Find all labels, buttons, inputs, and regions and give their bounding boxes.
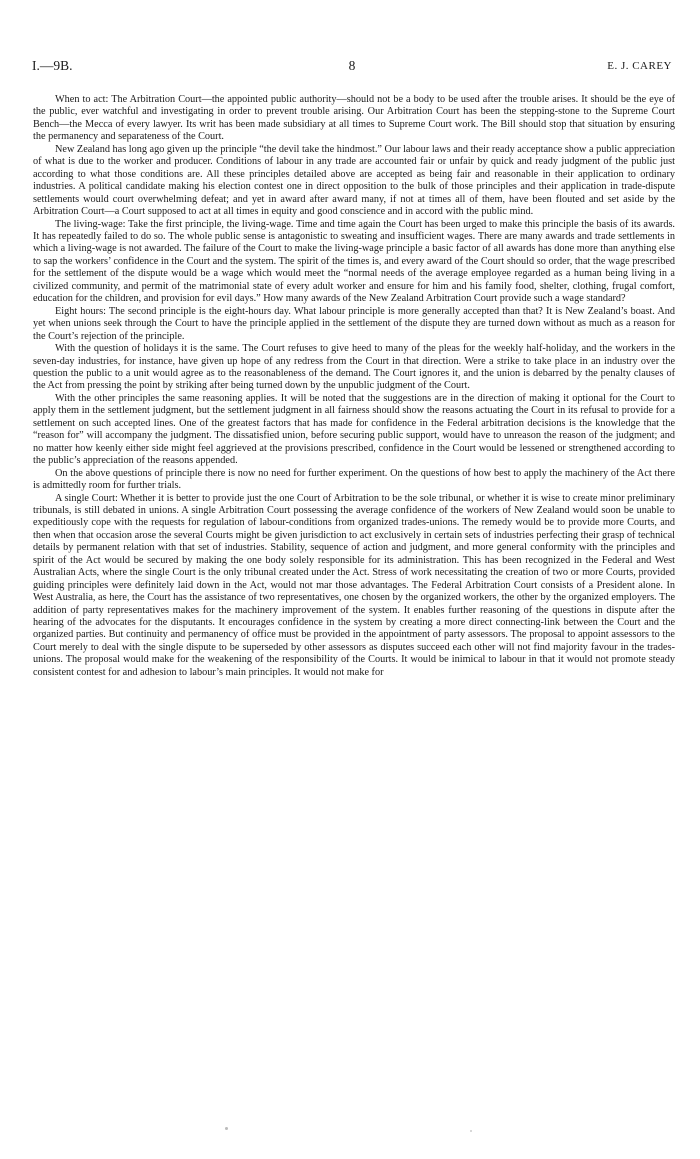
- paragraph-living-wage: The living-wage: Take the first principle, the living-wage. Time and time again the Court has been urged to make this principle the basis of its awards. It has repeatedly failed to do so. The whole public sense is antagonistic to sweating and insufficient wages. There are many awards and trade settlements in which a living-wage is not awarded. The failure of the Court to make the living-wage principle a basic factor of all awards has done more than anything else to sap the workers’ confidence in the Court and the system. The spirit of the times is, and every award of the Court should so order, that the wage prescribed for the settlement of the dispute would be a wage which would meet the “normal needs of the average employee regarded as a human being living in a civilized community, and permit of the matrimonial state of every adult worker and ensure for him and his family food, shelter, clothing, frugal comfort, education for the children, and provision for evil days.” How many awards of the New Zealand Arbitration Court provide such a wage standard?: [33, 218, 675, 305]
- paragraph-single-court: A single Court: Whether it is better to provide just the one Court of Arbitration to be the sole tribunal, or whether it is wise to create minor preliminary tribunals, is still debated in unions. A single Arbitration Court possessing the average confidence of the workers of New Zealand would soon be unable to expeditiously cope with the requests for regulation of labour-conditions from organized trades-unions. The remedy would be to provide more Courts, and then when that occasion arose the several Courts might be given jurisdiction to act exclusively in certain sets of industries perfecting their grasp of technical details by permanent relation with that set of industries. Stability, sequence of action and judgment, and more general conformity with the principles and spirit of the Act would be secured by making the one body solely responsible for its administration. This has been recognized in the Federal and West Australian Acts, where the single Court is the only tribunal created under the Act. Stress of work necessitating the creation of two or more Courts, provided guiding principles were definitely laid down in the Act, would not mar those advantages. The Federal Arbitration Court consists of a President alone. In West Australia, as here, the Court has the assistance of two representatives, one chosen by the organized workers, the other by the organized employers. The addition of party representatives makes for the machinery improvement of the system. It enables further reasoning of the questions in dispute after the hearing of the advocates for the disputants. It encourages confidence in the system by creating a more direct connecting-link between the Court and the organized parties. But continuity and permanency of office must be provided in the appointment of party assessors. The proposal to appoint assessors to the Court merely to deal with the single dispute to be superseded by other assessors as disputes succeed each other will not find majority favour in the trades-unions. The proposal would make for the weakening of the responsibility of the Courts. It would be inimical to labour in that it would not promote steady consistent contest for and adhesion to labour’s main principles. It would not make for: [33, 492, 675, 678]
- page-header: [32, 56, 672, 76]
- scan-speck: [470, 1130, 472, 1132]
- paragraph-holidays: With the question of holidays it is the same. The Court refuses to give heed to many of the pleas for the weekly half-holiday, and the workers in the seven-day industries, for instance, have given up hope of any redress from the Court in that direction. Were a strike to take place in an industry over the question the public to a unit would agree as to the reasonableness of the demand. The Court ignores it, and the union is debarred by the penalty clauses of the Act from pressing the point by striking after being turned down by the unpublic judgment of the Court.: [33, 343, 675, 392]
- paper-reference: I.—9B.: [32, 58, 73, 73]
- page-number: 8: [348, 58, 356, 73]
- paragraph-no-further-experiment: On the above questions of principle there is now no need for further experiment. On the questions of how best to apply the machinery of the Act there is admittedly room for further trials.: [33, 467, 675, 492]
- paragraph-other-principles: With the other principles the same reasoning applies. It will be noted that the suggestions are in the direction of making it optional for the Court to apply them in the settlement judgment, but the settlement judgment in all fairness should show the reasons actuating the Court in its refusal to provide for a settlement on such accepted lines. One of the greatest factors that has made for confidence in the Federal arbitration decisions is the knowledge that the “reason for” will accompany the judgment. The dissatisfied union, before securing public support, would have to unreason the reason of the judgment; and no matter how keenly either side might feel aggrieved at the provisions prescribed, confidence in the Court would be lessened or strengthened according to the public’s appreciation of the reasons appended.: [33, 392, 675, 467]
- scan-speck: [225, 1127, 228, 1130]
- paragraph-devil-take-hindmost: New Zealand has long ago given up the principle “the devil take the hindmost.” Our labour laws and their ready acceptance show a public appreciation of what is due to the worker and producer. Conditions of labour in any trade are accounted fair or unfair by quick and ready judgment of the public just according to what those conditions are. All these principles detailed above are accepted as being fair and reasonable in their application to ordinary industries. A political candidate making his election contest one in direct opposition to the bulk of those principles and their application in trade-dispute settlements would court overwhelming defeat; and yet in award after award many, if not at times all of them, have been flouted and set aside by the Arbitration Court—a Court supposed to act at all times in equity and good conscience and in accord with the public mind.: [33, 143, 675, 218]
- paragraph-eight-hours: Eight hours: The second principle is the eight-hours day. What labour principle is more generally accepted than that? It is New Zealand’s boast. And yet when unions seek through the Court to have the principle applied in the settlement of the dispute they are turned down without as much as a reason for the Court’s rejection of the principle.: [33, 305, 675, 342]
- author-name: E. J. CAREY: [607, 60, 672, 72]
- paragraph-when-to-act: When to act: The Arbitration Court—the appointed public authority—should not be a body to be used after the trouble arises. It should be the eye of the public, ever watchful and investigating in order to prevent trouble arising. Our Arbitration Court has been the stepping-stone to the Supreme Court Bench—the Mecca of every lawyer. Its writ has been made subsidiary at all times to Supreme Court work. The Bill should stop that situation by ensuring the permanency and separateness of the Court.: [33, 94, 675, 143]
- page-body: [33, 94, 675, 679]
